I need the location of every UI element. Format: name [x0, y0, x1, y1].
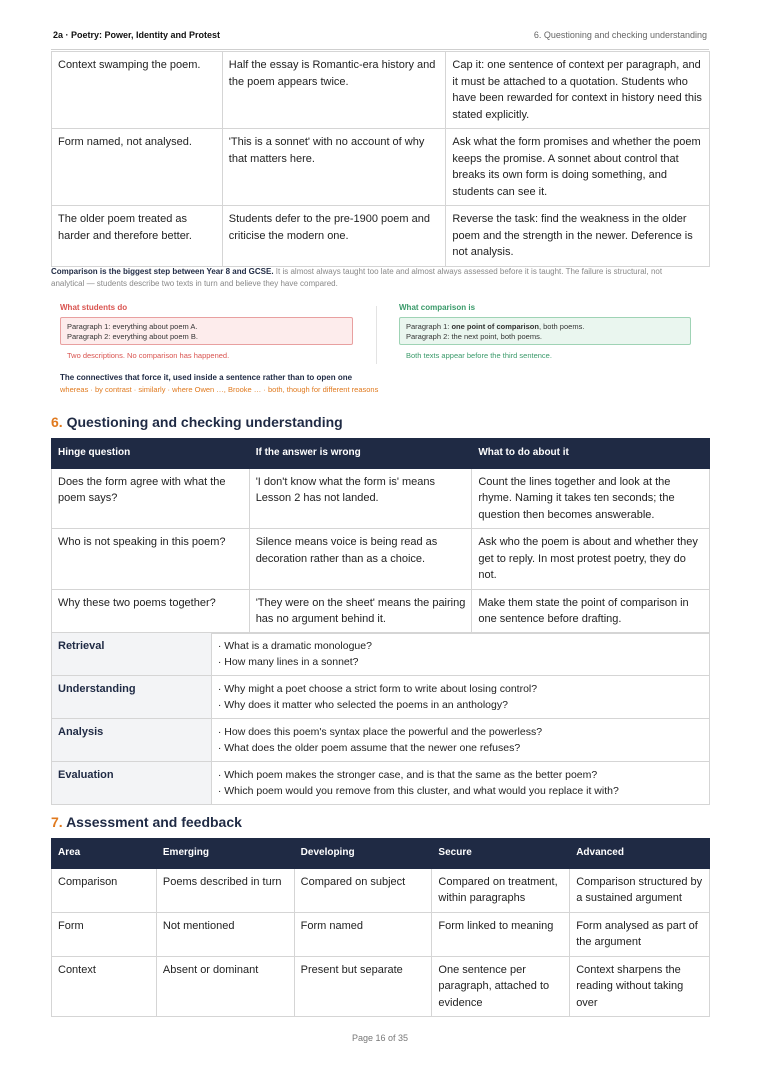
page-number: Page 16 of 35 [351, 1033, 409, 1043]
level-questions [211, 762, 709, 805]
level-label: Retrieval [52, 633, 212, 676]
table-row [52, 956, 710, 1017]
level-questions [211, 676, 709, 719]
connectives-title: The connectives that force it, used inside a sentence rather than to open one [60, 373, 353, 382]
table-cell: Compared on treatment, within paragraphs [432, 868, 570, 912]
connectives-list: whereas · by contrast · similarly · where Owen …, Brooke … · both, though for different reasons [60, 385, 379, 394]
table-row [52, 633, 710, 676]
level-questions [211, 633, 709, 676]
section-title: Questioning and checking understanding [66, 414, 343, 430]
table-cell: Make them state the point of comparison in one sentence before drafting. [472, 589, 710, 633]
header-section-title: 6. Questioning and checking understanding [533, 30, 707, 40]
table-cell: Context sharpens the reading without taking over [570, 956, 710, 1017]
figure-intro-rest: It is almost always taught too late and almost always assessed before it is taught. The failure is structural, not analytical — students describe two texts in turn and believe they have compared. [51, 267, 663, 288]
table-cell: Cap it: one sentence of context per paragraph, and it must be attached to a quotation. Students who have been rewarded for context in history need this stated explicitly. [446, 52, 710, 129]
box-line: Paragraph 2: everything about poem B. [67, 332, 198, 341]
table-row [52, 868, 710, 912]
table-cell: The older poem treated as harder and therefore better. [52, 206, 223, 267]
table-cell: 'I don't know what the form is' means Lesson 2 has not landed. [249, 468, 472, 529]
section-title: Assessment and feedback [66, 814, 242, 830]
table-cell: Count the lines together and look at the rhyme. Naming it takes ten seconds; the question then becomes answerable. [472, 468, 710, 529]
what-comparison-is-note: Both texts appear before the third sentence. [406, 351, 552, 360]
table-cell: Compared on subject [294, 868, 432, 912]
table-row [52, 206, 710, 267]
table-header-row [52, 839, 710, 869]
question-item: · Which poem would you remove from this cluster, and what would you replace it with? [217, 785, 619, 797]
column-header: Area [52, 839, 157, 869]
table-row [52, 676, 710, 719]
box-line-bold: one point of comparison [451, 322, 539, 331]
section-number: 6. [51, 414, 63, 430]
question-item: · What does the older poem assume that the newer one refuses? [217, 742, 521, 754]
table-row [52, 719, 710, 762]
table-row [52, 589, 710, 633]
question-item: · How does this poem's syntax place the powerful and the powerless? [217, 726, 543, 738]
column-header: Secure [432, 839, 570, 869]
table-cell: Students defer to the pre-1900 poem and criticise the modern one. [222, 206, 446, 267]
table-row [52, 529, 710, 590]
section-7-heading [51, 814, 242, 830]
table-cell: Ask what the form promises and whether the poem keeps the promise. A sonnet about control that breaks its own form is doing something, and students can see it. [446, 129, 710, 206]
box-line: Paragraph 2: the next point, both poems. [406, 332, 542, 341]
table-cell: Why these two poems together? [52, 589, 250, 633]
question-item: · How many lines in a sonnet? [217, 656, 359, 668]
level-label: Understanding [52, 676, 212, 719]
table-row [52, 129, 710, 206]
table-cell: Form named, not analysed. [52, 129, 223, 206]
table-cell: Half the essay is Romantic-era history and the poem appears twice. [222, 52, 446, 129]
table-cell: Form named [294, 912, 432, 956]
column-header: Advanced [570, 839, 710, 869]
section-6-heading [51, 414, 343, 430]
level-label: Analysis [52, 719, 212, 762]
figure-intro [51, 266, 691, 290]
table-cell: Reverse the task: find the weakness in the older poem and the strength in the newer. Deference is not analysis. [446, 206, 710, 267]
table-cell: Poems described in turn [156, 868, 294, 912]
column-header: Emerging [156, 839, 294, 869]
level-questions [211, 719, 709, 762]
header-unit-title: 2a · Poetry: Power, Identity and Protest [53, 30, 221, 40]
what-students-do-title: What students do [60, 303, 128, 312]
table-cell: Absent or dominant [156, 956, 294, 1017]
table-row [52, 762, 710, 805]
table-cell: Who is not speaking in this poem? [52, 529, 250, 590]
figure-intro-bold: Comparison is the biggest step between Year 8 and GCSE. [51, 267, 274, 276]
table-cell: Ask who the poem is about and whether they get to reply. In most protest poetry, they do not. [472, 529, 710, 590]
table-cell: 'This is a sonnet' with no account of why that matters here. [222, 129, 446, 206]
table-cell: Not mentioned [156, 912, 294, 956]
table-cell: Comparison [52, 868, 157, 912]
what-comparison-is-box [399, 317, 691, 345]
figure-divider [376, 306, 377, 364]
what-comparison-is-title: What comparison is [399, 303, 476, 312]
table-cell: Form analysed as part of the argument [570, 912, 710, 956]
page-header [51, 28, 709, 50]
question-levels-table [51, 632, 710, 805]
question-item: · Why does it matter who selected the poems in an anthology? [217, 699, 508, 711]
column-header: If the answer is wrong [249, 439, 472, 469]
misconceptions-table [51, 51, 710, 267]
table-cell: Does the form agree with what the poem says? [52, 468, 250, 529]
table-row [52, 52, 710, 129]
box-line-prefix: Paragraph 1: [406, 322, 452, 331]
table-cell: Context [52, 956, 157, 1017]
table-header-row [52, 439, 710, 469]
what-students-do-note: Two descriptions. No comparison has happened. [67, 351, 230, 360]
table-cell: Comparison structured by a sustained argument [570, 868, 710, 912]
box-line [406, 322, 684, 332]
question-item: · Which poem makes the stronger case, and is that the same as the better poem? [217, 769, 598, 781]
table-cell: Present but separate [294, 956, 432, 1017]
column-header: Hinge question [52, 439, 250, 469]
assessment-table [51, 838, 710, 1017]
column-header: What to do about it [472, 439, 710, 469]
table-cell: Silence means voice is being read as decoration rather than as a choice. [249, 529, 472, 590]
table-cell: Context swamping the poem. [52, 52, 223, 129]
table-row [52, 912, 710, 956]
table-cell: 'They were on the sheet' means the pairing has no argument behind it. [249, 589, 472, 633]
section-number: 7. [51, 814, 63, 830]
table-cell: Form [52, 912, 157, 956]
question-item: · Why might a poet choose a strict form to write about losing control? [217, 683, 538, 695]
table-row [52, 468, 710, 529]
table-cell: One sentence per paragraph, attached to evidence [432, 956, 570, 1017]
level-label: Evaluation [52, 762, 212, 805]
comparison-figure [51, 266, 710, 398]
box-line-suffix: , both poems. [538, 322, 585, 331]
table-cell: Form linked to meaning [432, 912, 570, 956]
column-header: Developing [294, 839, 432, 869]
what-students-do-box [60, 317, 353, 345]
question-item: · What is a dramatic monologue? [217, 640, 372, 652]
hinge-question-table [51, 438, 710, 634]
box-line: Paragraph 1: everything about poem A. [67, 322, 198, 331]
